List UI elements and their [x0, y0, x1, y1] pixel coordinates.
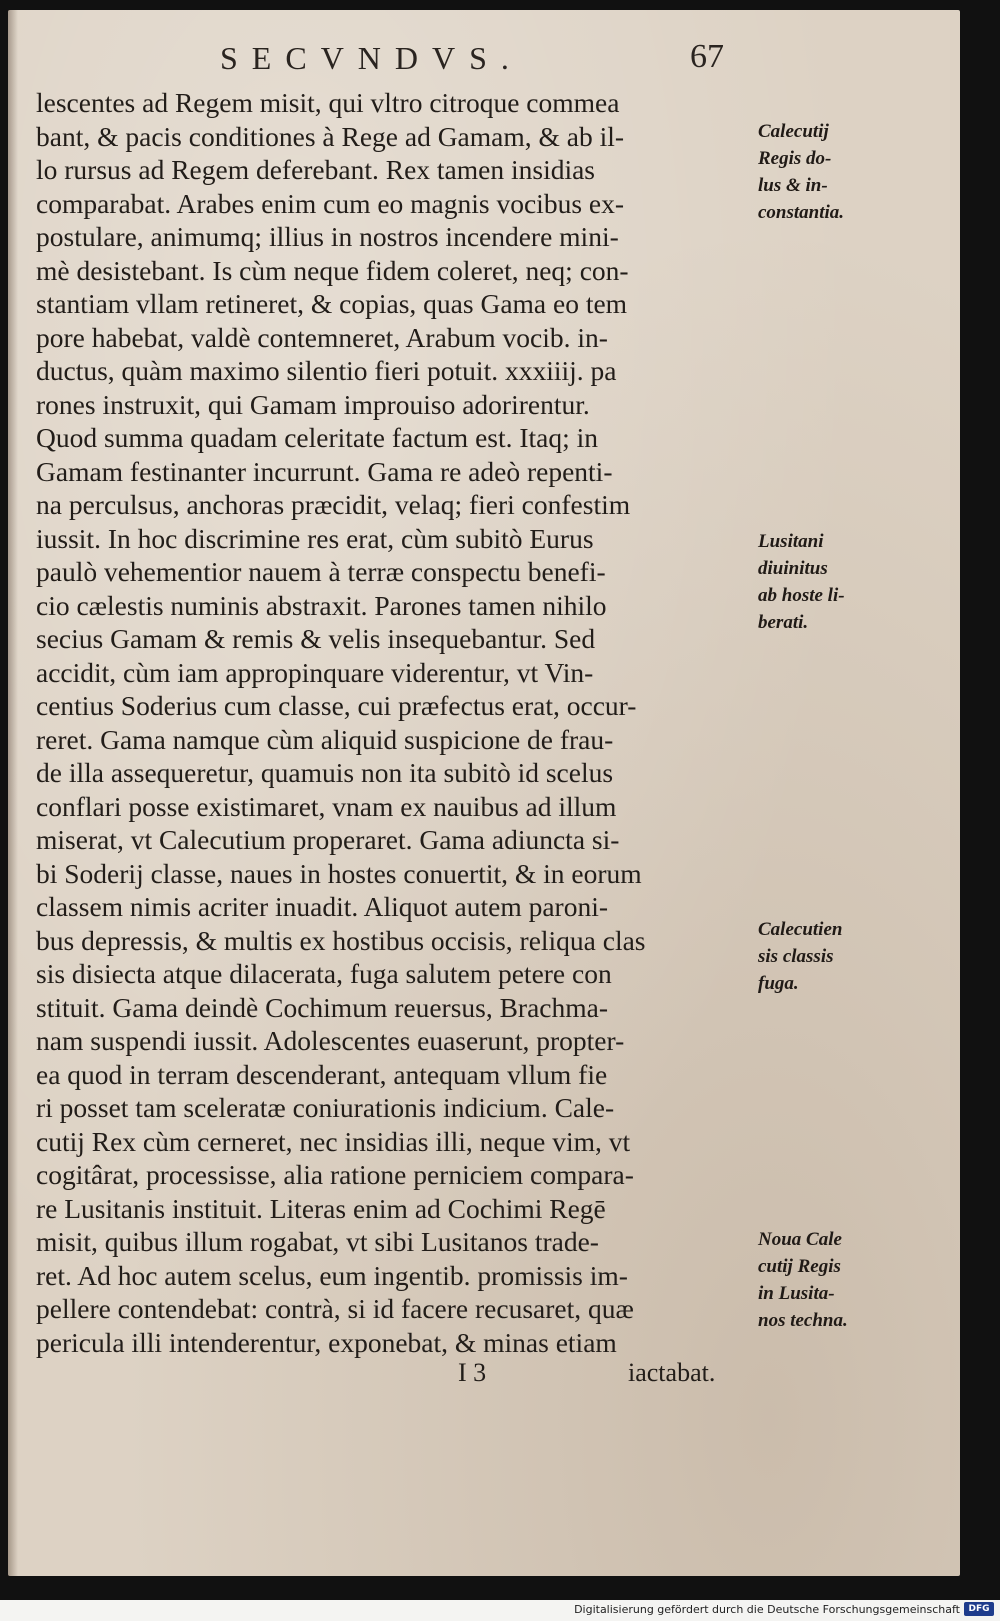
text-line: secius Gamam & remis & velis insequebantur. Sed: [36, 623, 596, 654]
text-line: Quod summa quadam celeritate factum est. Itaq; in: [36, 422, 599, 453]
text-line: sis disiecta atque dilacerata, fuga salutem petere con: [36, 958, 612, 989]
marginal-note-line: berati.: [758, 612, 809, 633]
text-line: ductus, quàm maximo silentio fieri potuit. xxxiiij. pa: [36, 355, 617, 386]
marginal-note-line: Calecutij: [758, 121, 829, 142]
text-line: iussit. In hoc discrimine res erat, cùm subitò Eurus: [36, 522, 594, 554]
marginal-note-line: sis classis: [758, 946, 834, 967]
page-gutter-shadow: [8, 10, 18, 1576]
text-line: pore habebat, valdè contemneret, Arabum vocib. in-: [36, 321, 608, 353]
text-line: misit, quibus illum rogabat, vt sibi Lusitanos trade-: [36, 1226, 599, 1257]
marginal-note-line: Calecutien: [758, 919, 843, 940]
text-line: bant, & pacis conditiones à Rege ad Gamam, & ab il-: [36, 120, 625, 152]
text-line: reret. Gama namque cùm aliquid suspicione de frau-: [36, 723, 614, 755]
text-line: comparabat. Arabes enim cum eo magnis vocibus ex-: [36, 187, 625, 219]
text-line: lescentes ad Regem misit, qui vltro citroque commea: [36, 87, 620, 118]
marginal-note-line: diuinitus: [758, 558, 828, 579]
signature-mark: I 3: [458, 1358, 487, 1387]
marginal-note-line: cutij Regis: [758, 1256, 841, 1277]
text-line: mè desistebant. Is cùm neque fidem coleret, neq; con-: [36, 254, 629, 286]
marginal-note-line: constantia.: [758, 202, 845, 223]
text-line: nam suspendi iussit. Adolescentes euaserunt, propter-: [36, 1025, 625, 1056]
marginal-note-line: in Lusita-: [758, 1283, 835, 1304]
marginal-note-line: Noua Cale: [758, 1229, 842, 1250]
text-line: paulò vehementior nauem à terræ conspectu benefi-: [36, 556, 606, 587]
marginal-note-line: lus & in-: [758, 175, 828, 196]
marginal-note-4: [758, 1226, 908, 1334]
text-line: miserat, vt Calecutium properaret. Gama adiuncta si-: [36, 824, 620, 855]
text-line: cogitârat, processisse, alia ratione perniciem compara-: [36, 1159, 634, 1190]
text-line: ri posset tam sceleratæ coniurationis indicium. Cale-: [36, 1092, 615, 1123]
text-line: re Lusitanis instituit. Literas enim ad Cochimi Regē: [36, 1192, 606, 1224]
text-line: cutij Rex cùm cerneret, nec insidias illi, neque vim, vt: [36, 1125, 631, 1157]
text-line: bus depressis, & multis ex hostibus occisis, reliqua clas: [36, 924, 646, 956]
marginal-note-line: Regis do-: [758, 148, 832, 169]
text-line: stantiam vllam retineret, & copias, quas Gama eo tem: [36, 288, 628, 319]
marginal-note-line: Lusitani: [758, 531, 824, 552]
funding-credit: Digitalisierung gefördert durch die Deutsche Forschungsgemeinschaft: [574, 1603, 960, 1616]
catchword: iactabat.: [628, 1358, 716, 1387]
text-line: ea quod in terram descenderant, antequam vllum fie: [36, 1058, 608, 1090]
main-text-block: [36, 86, 756, 1359]
text-line: centius Soderius cum classe, cui præfectus erat, occur-: [36, 690, 637, 721]
marginal-note-line: ab hoste li-: [758, 585, 845, 606]
text-line: bi Soderij classe, naues in hostes conuertit, & in eorum: [36, 857, 642, 889]
footer-bar: [0, 1600, 1000, 1621]
marginal-note-2: [758, 528, 908, 636]
text-line: postulare, animumq; illius in nostros incendere mini-: [36, 221, 619, 252]
text-line: Gamam festinanter incurrunt. Gama re adeò repenti-: [36, 455, 613, 487]
marginal-note-3: [758, 916, 908, 997]
text-line: ret. Ad hoc autem scelus, eum ingentib. promissis im-: [36, 1259, 628, 1291]
text-line: de illa assequeretur, quamuis non ita subitò id scelus: [36, 757, 614, 788]
text-line: conflari posse existimaret, vnam ex nauibus ad illum: [36, 790, 617, 822]
text-line: lo rursus ad Regem deferebant. Rex tamen insidias: [36, 154, 596, 185]
marginal-note-line: fuga.: [758, 973, 799, 994]
text-line: cio cælestis numinis abstraxit. Parones tamen nihilo: [36, 589, 607, 621]
marginal-note-1: [758, 118, 908, 226]
text-line: na perculsus, anchoras præcidit, velaq; fieri confestim: [36, 489, 631, 520]
running-head: SECVNDVS.: [220, 40, 523, 76]
text-line: pellere contendebat: contrà, si id facere recusaret, quæ: [36, 1293, 634, 1324]
text-line: pericula illi intenderentur, exponebat, & minas etiam: [36, 1326, 617, 1358]
text-line: accidit, cùm iam appropinquare viderentur, vt Vin-: [36, 656, 594, 688]
marginal-note-line: nos techna.: [758, 1310, 848, 1331]
page-number: 67: [690, 38, 724, 75]
text-line: stituit. Gama deindè Cochimum reuersus, Brachma-: [36, 991, 609, 1023]
dfg-logo: DFG: [964, 1602, 994, 1616]
text-line: classem nimis acriter inuadit. Aliquot autem paroni-: [36, 891, 609, 922]
text-line: rones instruxit, qui Gamam improuiso adorirentur.: [36, 388, 590, 420]
